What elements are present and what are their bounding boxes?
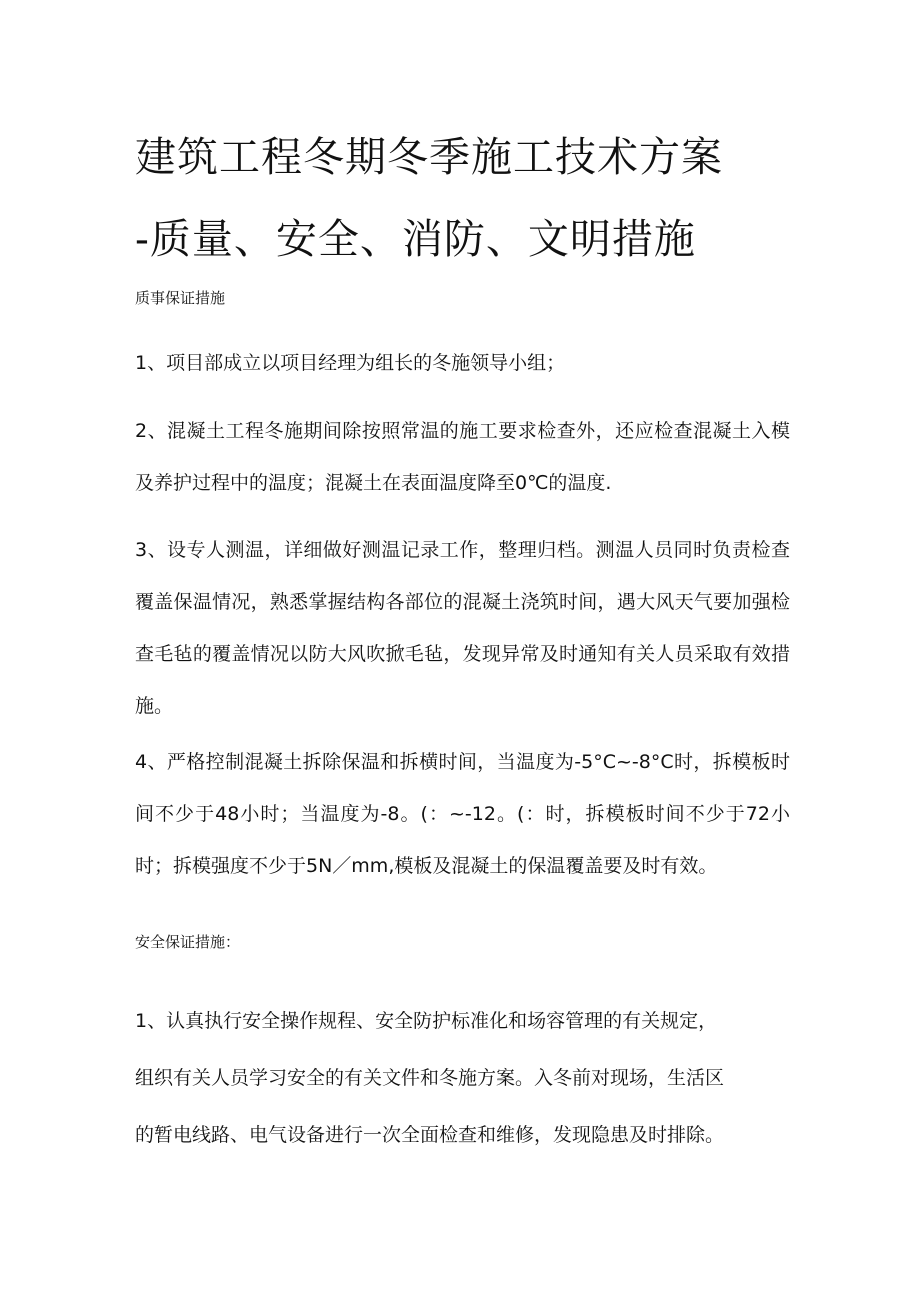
quality-item-4: 4、严格控制混凝土拆除保温和拆横时间，当温度为-5°C~-8°C时，拆模板时间不少于48小时；当温度为-8。(：~-12。(：时，拆模板时间不少于72小时；拆模强度不少于5N／mm,模板及混凝土的保温覆盖要及时有效。 bbox=[135, 751, 790, 877]
quality-item-2: 2、混凝土工程冬施期间除按照常温的施工要求检查外，还应检查混凝土入模及养护过程中的温度；混凝土在表面温度降至0℃的温度. bbox=[135, 420, 790, 494]
document-title-line-1: 建筑工程冬期冬季施工技术方案 bbox=[135, 133, 723, 181]
quality-item-3: 3、设专人测温，详细做好测温记录工作，整理归档。测温人员同时负责检查覆盖保温情况，熟悉掌握结构各部位的混凝土浇筑时间，遇大风天气要加强检查毛毡的覆盖情况以防大风吹掀毛毡，发现异常及时通知有关人员采取有效措施。 bbox=[135, 539, 790, 717]
safety-line-1: 1、认真执行安全操作规程、安全防护标准化和场容管理的有关规定， bbox=[135, 1010, 718, 1032]
section-heading-quality: 质事保证措施 bbox=[135, 289, 226, 307]
quality-item-1: 1、项目部成立以项目经理为组长的冬施领导小组； bbox=[135, 352, 566, 374]
document-title-line-2: -质量、安全、消防、文明措施 bbox=[135, 215, 696, 263]
safety-line-2: 组织有关人员学习安全的有关文件和冬施方案。入冬前对现场，生活区 bbox=[135, 1067, 725, 1089]
safety-line-3: 的暂电线路、电气设备进行一次全面检查和维修，发现隐患及时排除。 bbox=[135, 1124, 725, 1146]
section-heading-safety: 安全保证措施： bbox=[135, 933, 241, 951]
